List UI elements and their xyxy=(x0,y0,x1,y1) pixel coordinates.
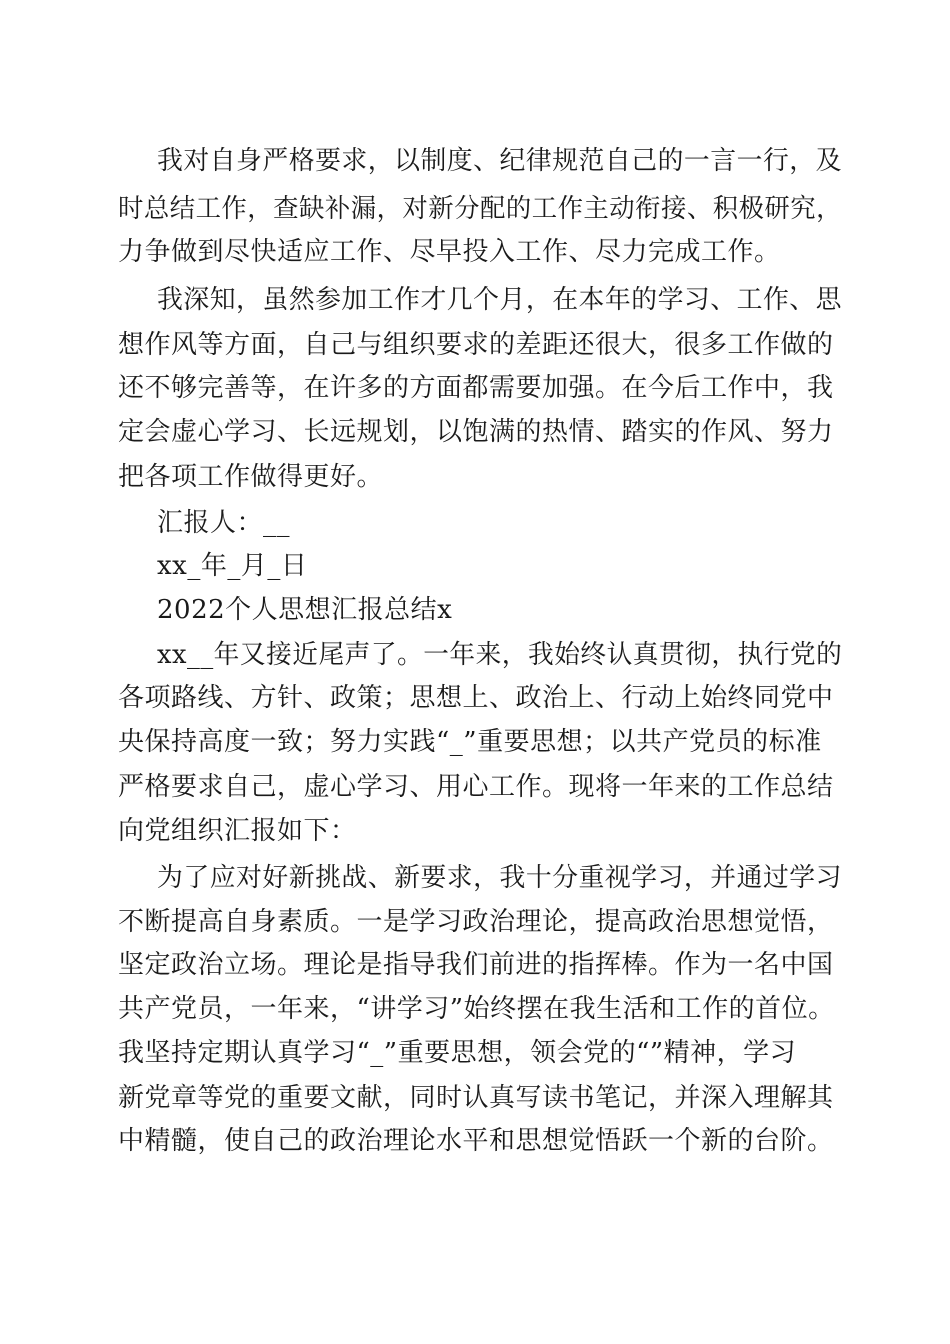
text-line: 把各项工作做得更好。 xyxy=(118,462,384,492)
text-line: 定会虚心学习、长远规划，以饱满的热情、踏实的作风、努力 xyxy=(118,417,834,447)
text-line: 中精髓，使自己的政治理论水平和思想觉悟跃一个新的台阶。 xyxy=(118,1126,834,1156)
text-line: 我对自身严格要求，以制度、纪律规范自己的一言一行，及 xyxy=(157,146,843,176)
text-line: 共产党员，一年来，“讲学习”始终摆在我生活和工作的首位。 xyxy=(118,994,835,1024)
text-line: 央保持高度一致；努力实践“_”重要思想；以共产党员的标准 xyxy=(118,727,822,757)
text-line: 时总结工作，查缺补漏，对新分配的工作主动衔接、积极研究， xyxy=(118,194,843,224)
text-line: 新党章等党的重要文献，同时认真写读书笔记，并深入理解其 xyxy=(118,1083,834,1113)
text-line: 我深知，虽然参加工作才几个月，在本年的学习、工作、思 xyxy=(157,285,843,315)
text-line: xx__年又接近尾声了。一年来，我始终认真贯彻，执行党的 xyxy=(157,640,843,670)
text-line: 坚定政治立场。理论是指导我们前进的指挥棒。作为一名中国 xyxy=(118,950,834,980)
reporter-line: 汇报人：__ xyxy=(157,508,291,538)
text-line: 我坚持定期认真学习“_”重要思想，领会党的“”精神，学习 xyxy=(118,1038,797,1068)
text-line: 严格要求自己，虚心学习、用心工作。现将一年来的工作总结 xyxy=(118,772,834,802)
date-line: xx_年_月_日 xyxy=(157,551,308,581)
text-line: 还不够完善等，在许多的方面都需要加强。在今后工作中，我 xyxy=(118,373,834,403)
text-line: 想作风等方面，自己与组织要求的差距还很大，很多工作做的 xyxy=(118,330,834,360)
text-line: 各项路线、方针、政策；思想上、政治上、行动上始终同党中 xyxy=(118,683,834,713)
text-line: 向党组织汇报如下： xyxy=(118,816,357,846)
text-line: 为了应对好新挑战、新要求，我十分重视学习，并通过学习 xyxy=(157,863,843,893)
section-heading: 2022个人思想汇报总结x xyxy=(157,595,453,625)
text-line: 力争做到尽快适应工作、尽早投入工作、尽力完成工作。 xyxy=(118,237,781,267)
text-line: 不断提高自身素质。一是学习政治理论，提高政治思想觉悟， xyxy=(118,907,834,937)
